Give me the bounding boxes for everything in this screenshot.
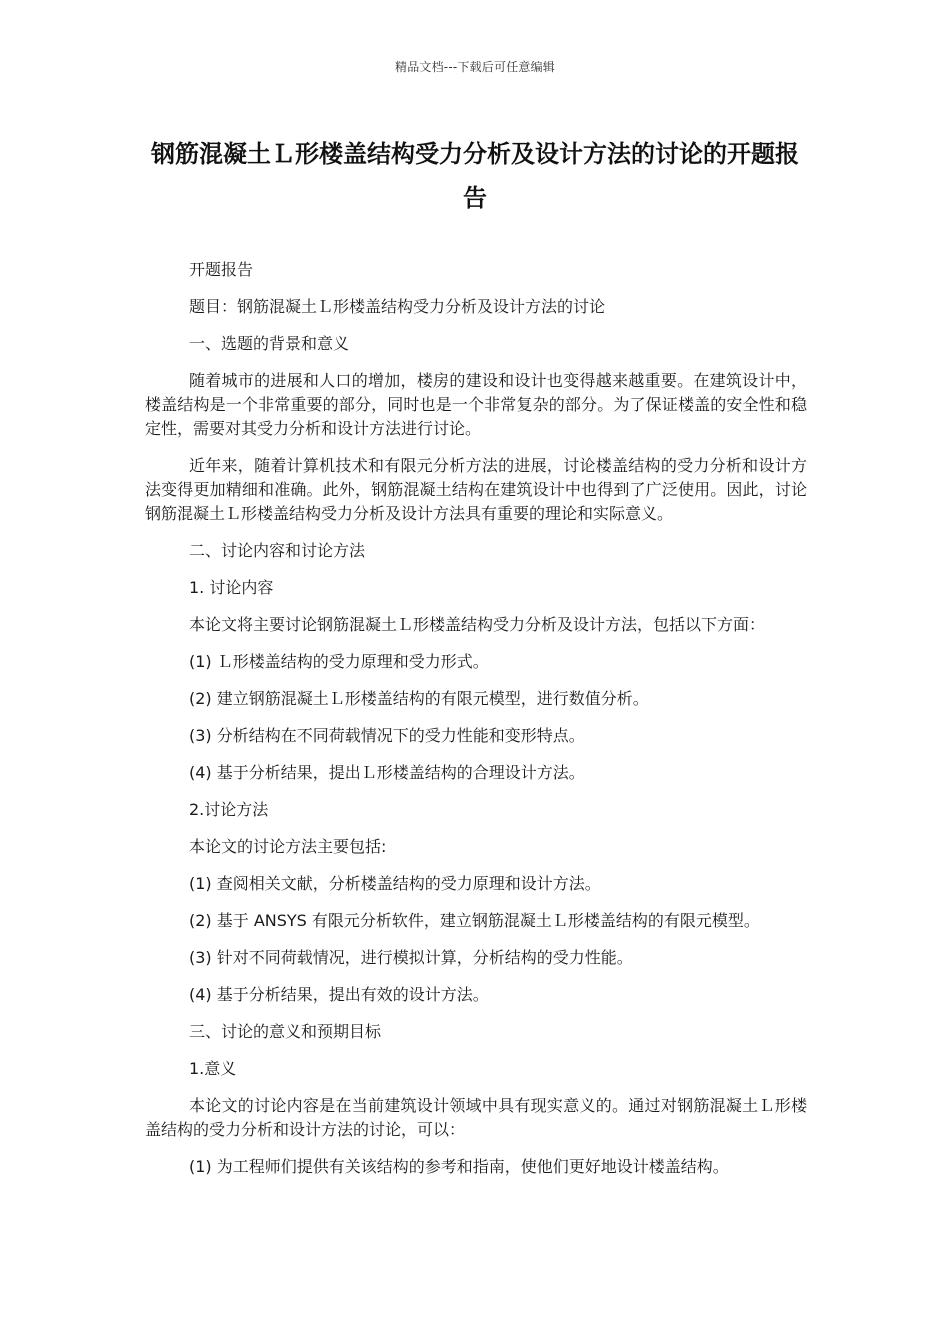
- paragraph-topic: 题目：钢筋混凝土Ｌ形楼盖结构受力分析及设计方法的讨论: [189, 297, 606, 316]
- subheading-method: 2.讨论方法: [189, 800, 269, 819]
- list-item-method-3: (3) 针对不同荷载情况，进行模拟计算，分析结构的受力性能。: [189, 948, 633, 967]
- list-item-content-2: (2) 建立钢筋混凝土Ｌ形楼盖结构的有限元模型，进行数值分析。: [189, 689, 649, 708]
- paragraph-background-2: 近年来，随着计算机技术和有限元分析方法的进展，讨论楼盖结构的受力分析和设计方法变得更加精细和准确。此外，钢筋混凝土结构在建筑设计中也得到了广泛使用。因此，讨论钢筋混凝土Ｌ形楼盖结构受力分析及设计方法具有重要的理论和实际意义。: [145, 456, 807, 523]
- section-heading-significance: 三、讨论的意义和预期目标: [189, 1022, 382, 1041]
- paragraph-significance: 本论文的讨论内容是在当前建筑设计领域中具有现实意义的。通过对钢筋混凝土Ｌ形楼盖结构的受力分析和设计方法的讨论，可以：: [145, 1096, 807, 1139]
- subheading-significance: 1.意义: [189, 1059, 237, 1078]
- list-item-content-3: (3) 分析结构在不同荷载情况下的受力性能和变形特点。: [189, 726, 585, 745]
- subheading-content: 1. 讨论内容: [189, 578, 274, 597]
- section-heading-content-method: 二、讨论内容和讨论方法: [189, 541, 366, 560]
- paragraph-report-label: 开题报告: [189, 260, 254, 279]
- section-heading-background: 一、选题的背景和意义: [189, 334, 350, 353]
- list-item-method-4: (4) 基于分析结果，提出有效的设计方法。: [189, 985, 489, 1004]
- list-item-content-1: (1) Ｌ形楼盖结构的受力原理和受力形式。: [189, 652, 489, 671]
- list-item-content-4: (4) 基于分析结果，提出Ｌ形楼盖结构的合理设计方法。: [189, 763, 585, 782]
- paragraph-content-intro: 本论文将主要讨论钢筋混凝土Ｌ形楼盖结构受力分析及设计方法，包括以下方面：: [189, 615, 766, 634]
- list-item-method-2: (2) 基于 ANSYS 有限元分析软件，建立钢筋混凝土Ｌ形楼盖结构的有限元模型。: [189, 911, 760, 930]
- paragraph-background-1: 随着城市的进展和人口的增加，楼房的建设和设计也变得越来越重要。在建筑设计中，楼盖结构是一个非常重要的部分，同时也是一个非常复杂的部分。为了保证楼盖的安全性和稳定性，需要对其受力分析和设计方法进行讨论。: [145, 371, 807, 438]
- document-title: 钢筋混凝土Ｌ形楼盖结构受力分析及设计方法的讨论的开题报告: [151, 140, 799, 212]
- list-item-method-1: (1) 查阅相关文献，分析楼盖结构的受力原理和设计方法。: [189, 874, 601, 893]
- document-body: [145, 258, 807, 1192]
- paragraph-method-intro: 本论文的讨论方法主要包括:: [189, 837, 387, 856]
- header-note: 精品文档---下载后可任意编辑: [395, 60, 555, 74]
- list-item-significance-1: (1) 为工程师们提供有关该结构的参考和指南，使他们更好地设计楼盖结构。: [189, 1157, 729, 1176]
